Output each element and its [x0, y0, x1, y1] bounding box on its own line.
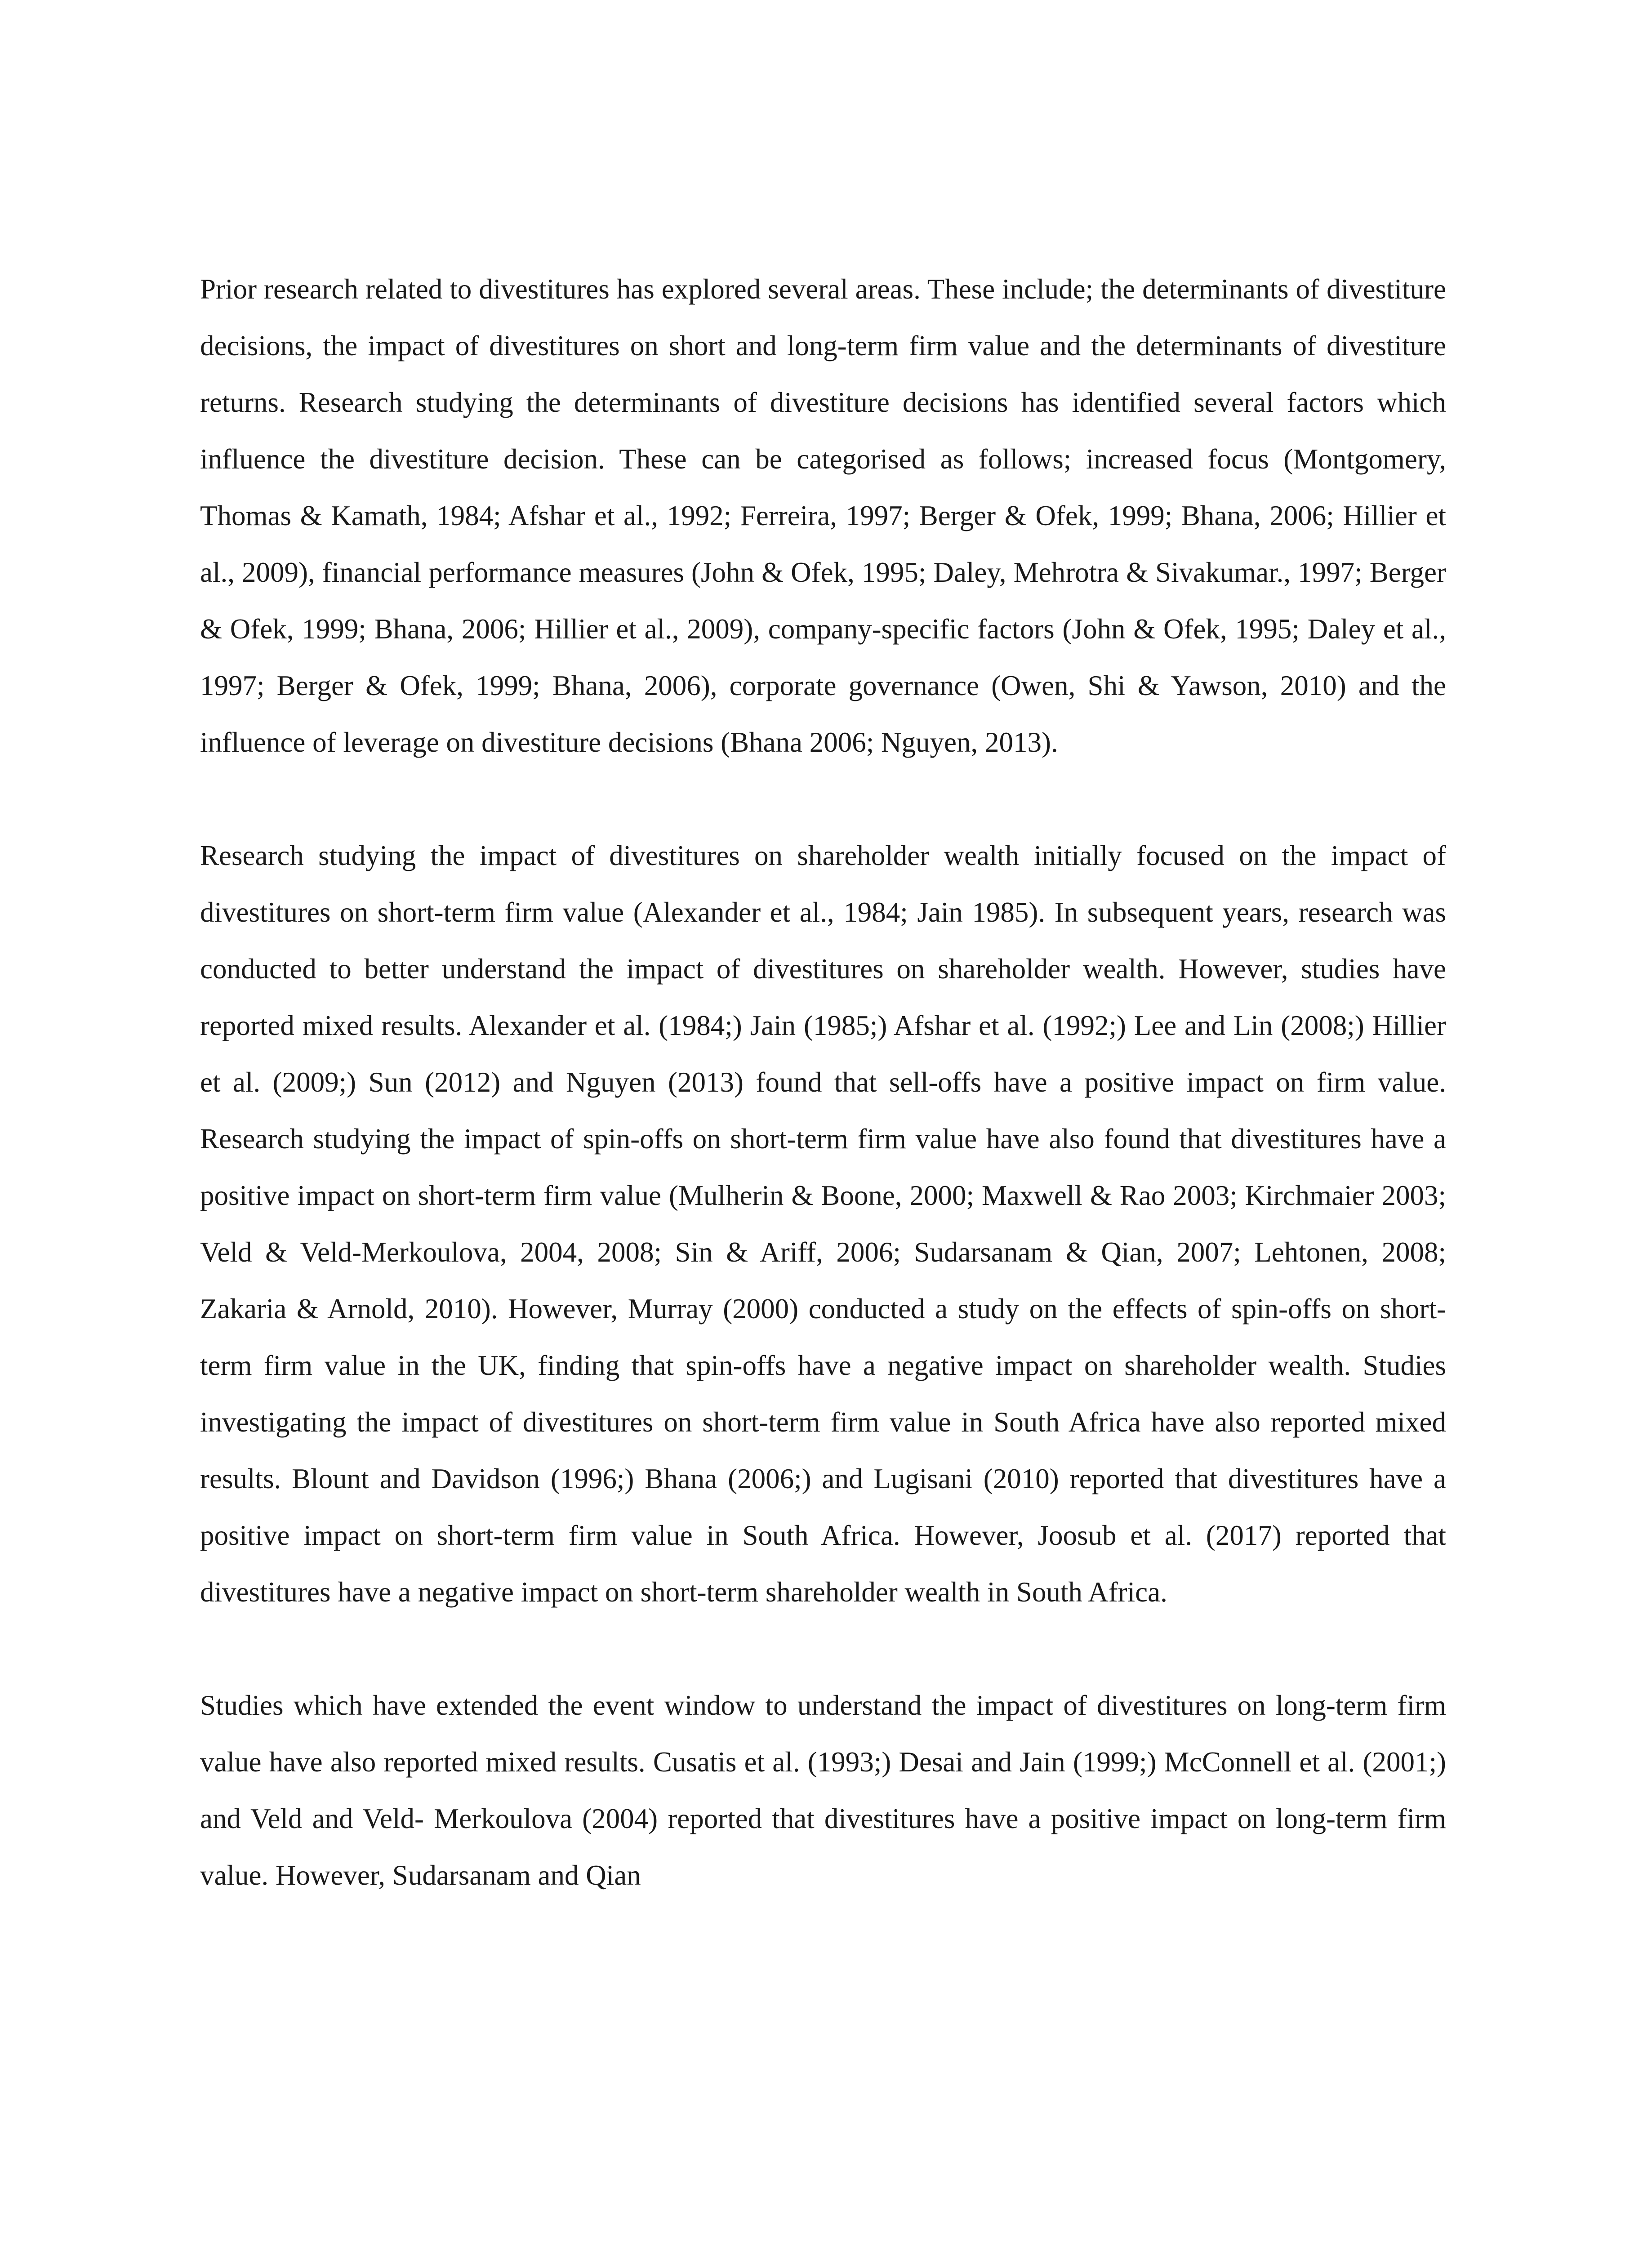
- paragraph-2: Research studying the impact of divestitures on shareholder wealth initially focused on the impact of divestitures on short-term firm value (Alexander et al., 1984; Jain 1985). In subsequent years, research was conducted to better understand the impact of divestitures on shareholder wealth. However, studies have reported mixed results. Alexander et al. (1984;) Jain (1985;) Afshar et al. (1992;) Lee and Lin (2008;) Hillier et al. (2009;) Sun (2012) and Nguyen (2013) found that sell-offs have a positive impact on firm value. Research studying the impact of spin-offs on short-term firm value have also found that divestitures have a positive impact on short-term firm value (Mulherin & Boone, 2000; Maxwell & Rao 2003; Kirchmaier 2003; Veld & Veld-Merkoulova, 2004, 2008; Sin & Ariff, 2006; Sudarsanam & Qian, 2007; Lehtonen, 2008; Zakaria & Arnold, 2010). However, Murray (2000) conducted a study on the effects of spin-offs on short-term firm value in the UK, finding that spin-offs have a negative impact on shareholder wealth. Studies investigating the impact of divestitures on short-term firm value in South Africa have also reported mixed results. Blount and Davidson (1996;) Bhana (2006;) and Lugisani (2010) reported that divestitures have a positive impact on short-term firm value in South Africa. However, Joosub et al. (2017) reported that divestitures have a negative impact on short-term shareholder wealth in South Africa.: [200, 840, 1446, 1608]
- paragraph-3: Studies which have extended the event window to understand the impact of divestitures on long-term firm value have also reported mixed results. Cusatis et al. (1993;) Desai and Jain (1999;) McConnell et al. (2001;) and Veld and Veld- Merkoulova (2004) reported that divestitures have a positive impact on long-term firm value. However, Sudarsanam and Qian: [200, 1690, 1446, 1891]
- paragraph-1: Prior research related to divestitures has explored several areas. These include; the determinants of divestiture decisions, the impact of divestitures on short and long-term firm value and the determinants of divestiture returns. Research studying the determinants of divestiture decisions has identified several factors which influence the divestiture decision. These can be categorised as follows; increased focus (Montgomery, Thomas & Kamath, 1984; Afshar et al., 1992; Ferreira, 1997; Berger & Ofek, 1999; Bhana, 2006; Hillier et al., 2009), financial performance measures (John & Ofek, 1995; Daley, Mehrotra & Sivakumar., 1997; Berger & Ofek, 1999; Bhana, 2006; Hillier et al., 2009), company-specific factors (John & Ofek, 1995; Daley et al., 1997; Berger & Ofek, 1999; Bhana, 2006), corporate governance (Owen, Shi & Yawson, 2010) and the influence of leverage on divestiture decisions (Bhana 2006; Nguyen, 2013).: [200, 273, 1446, 758]
- body-text: [200, 261, 1446, 1960]
